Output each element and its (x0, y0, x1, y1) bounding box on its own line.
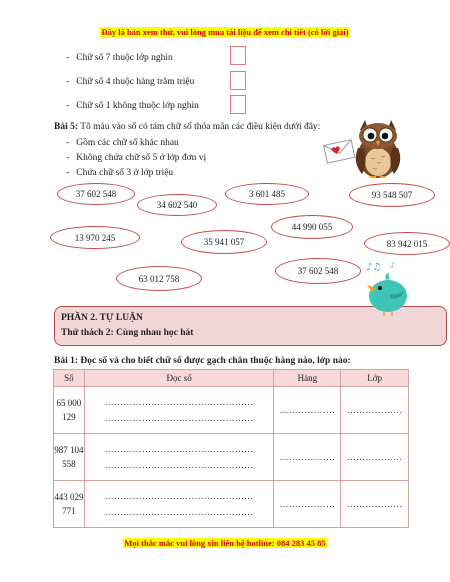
number-oval-text: 35 941 057 (203, 237, 245, 247)
lop-cell[interactable] (341, 387, 409, 434)
condition-text: Chứa chữ số 3 ở lớp triệu (76, 168, 174, 178)
number-line: 771 (62, 506, 76, 516)
table-row (54, 387, 409, 434)
singing-bird-icon (360, 258, 420, 318)
column-header: Đọc số (84, 370, 274, 387)
lop-blank: ……………… (346, 499, 403, 509)
dash: - (66, 77, 70, 87)
number-oval[interactable] (364, 232, 450, 255)
condition-text: Gồm các chữ số khác nhau (76, 138, 179, 148)
lop-cell[interactable] (341, 434, 409, 481)
hang-cell[interactable] (274, 387, 341, 434)
number-oval[interactable] (57, 183, 135, 205)
number-oval[interactable] (225, 183, 309, 205)
reading-line: ………………………………………… (104, 460, 254, 470)
number-oval[interactable] (50, 226, 140, 249)
number-oval[interactable] (271, 215, 353, 239)
reading-cell[interactable] (84, 481, 274, 528)
number-cell (54, 387, 85, 434)
svg-text:♪♫: ♪♫ (366, 262, 382, 273)
lop-blank: ……………… (346, 452, 403, 462)
reading-line: ………………………………………… (104, 507, 254, 517)
number-oval[interactable] (137, 194, 217, 216)
number-line: 129 (62, 412, 76, 422)
number-cell (54, 481, 85, 528)
reading-cell[interactable] (84, 434, 274, 481)
bai5-condition-3 (66, 168, 173, 178)
hang-cell[interactable] (274, 434, 341, 481)
bai1-prompt: Đọc số và cho biết chữ số được gạch chân thuộc hàng nào, lớp nào: (80, 356, 351, 366)
hotline-text: Mọi thắc mắc vui lòng xin liên hệ hotline: 084 283 45 85 (124, 538, 326, 548)
number-line: 65 000 (56, 398, 82, 408)
owl-illustration-icon (323, 118, 411, 180)
bai5-condition-2 (66, 153, 206, 163)
hang-blank: ……………… (279, 499, 336, 509)
number-oval[interactable] (349, 183, 435, 207)
column-header: Hàng (274, 370, 341, 387)
number-oval-text: 63 012 758 (138, 273, 180, 284)
number-line: 443 029 (54, 492, 84, 502)
reading-cell[interactable] (84, 387, 274, 434)
dash: - (66, 53, 70, 63)
number-cell (54, 434, 85, 481)
prev-item-text: Chữ số 7 thuộc lớp nghìn (76, 53, 173, 63)
dash: - (66, 153, 70, 163)
bai5-question (54, 122, 320, 132)
answer-box-1[interactable] (230, 46, 246, 65)
prev-item-2 (66, 77, 194, 87)
number-oval[interactable] (181, 230, 267, 254)
hotline-footer (0, 538, 450, 548)
hang-cell[interactable] (274, 481, 341, 528)
number-oval-text: 37 602 548 (297, 266, 339, 276)
svg-text:♪: ♪ (390, 261, 396, 270)
preview-notice-text: Đây là bản xem thử, vui lòng mua tài liệu để xem chi tiết (có lời giải) (101, 27, 349, 37)
number-line: 558 (62, 459, 76, 469)
table-row (54, 434, 409, 481)
table-row (54, 481, 409, 528)
dash: - (66, 168, 70, 178)
dash: - (66, 101, 70, 111)
bai5-prompt: Tô màu vào số có tám chữ số thỏa mãn các điều kiện dưới đây: (80, 122, 321, 132)
number-oval-text: 13 970 245 (74, 232, 116, 243)
bai5-condition-1 (66, 138, 179, 148)
dash: - (66, 138, 70, 148)
reading-line: ………………………………………… (104, 413, 254, 423)
reading-line: ………………………………………… (104, 397, 254, 407)
lop-cell[interactable] (341, 481, 409, 528)
table-header-row (54, 370, 409, 387)
answer-box-2[interactable] (230, 71, 246, 90)
prev-item-1 (66, 53, 173, 63)
part2-title: PHẦN 2. TỰ LUẬN (61, 313, 143, 323)
number-line: 987 104 (54, 445, 84, 455)
part2-subtitle: Thử thách 2: Cùng nhau học hát (61, 328, 194, 338)
condition-text: Không chứa chữ số 5 ở lớp đơn vị (76, 153, 207, 163)
reading-line: ………………………………………… (104, 444, 254, 454)
lop-blank: ……………… (346, 405, 403, 415)
number-oval[interactable] (116, 266, 202, 291)
number-oval-text: 93 548 507 (371, 190, 413, 200)
prev-item-text: Chữ số 4 thuộc hàng trăm triệu (76, 77, 195, 87)
number-oval-text: 34 602 540 (156, 200, 198, 210)
reading-line: ………………………………………… (104, 491, 254, 501)
answer-box-3[interactable] (230, 95, 246, 114)
hang-blank: ……………… (279, 452, 336, 462)
number-oval-text: 83 942 015 (386, 238, 428, 249)
bai1-question (54, 356, 351, 366)
number-oval-text: 37 602 548 (75, 189, 117, 199)
prev-item-3 (66, 101, 199, 111)
bai1-label: Bài 1: (54, 356, 79, 366)
bai1-table (53, 369, 409, 528)
column-header: Lớp (341, 370, 409, 387)
preview-banner (0, 27, 450, 37)
number-oval-text: 44 990 055 (291, 222, 333, 232)
number-oval-text: 3 601 485 (249, 189, 285, 199)
number-oval[interactable] (275, 258, 361, 284)
bai5-label: Bài 5: (54, 122, 79, 132)
prev-item-text: Chữ số 1 không thuộc lớp nghìn (76, 101, 199, 111)
hang-blank: ……………… (279, 405, 336, 415)
column-header: Số (54, 370, 85, 387)
